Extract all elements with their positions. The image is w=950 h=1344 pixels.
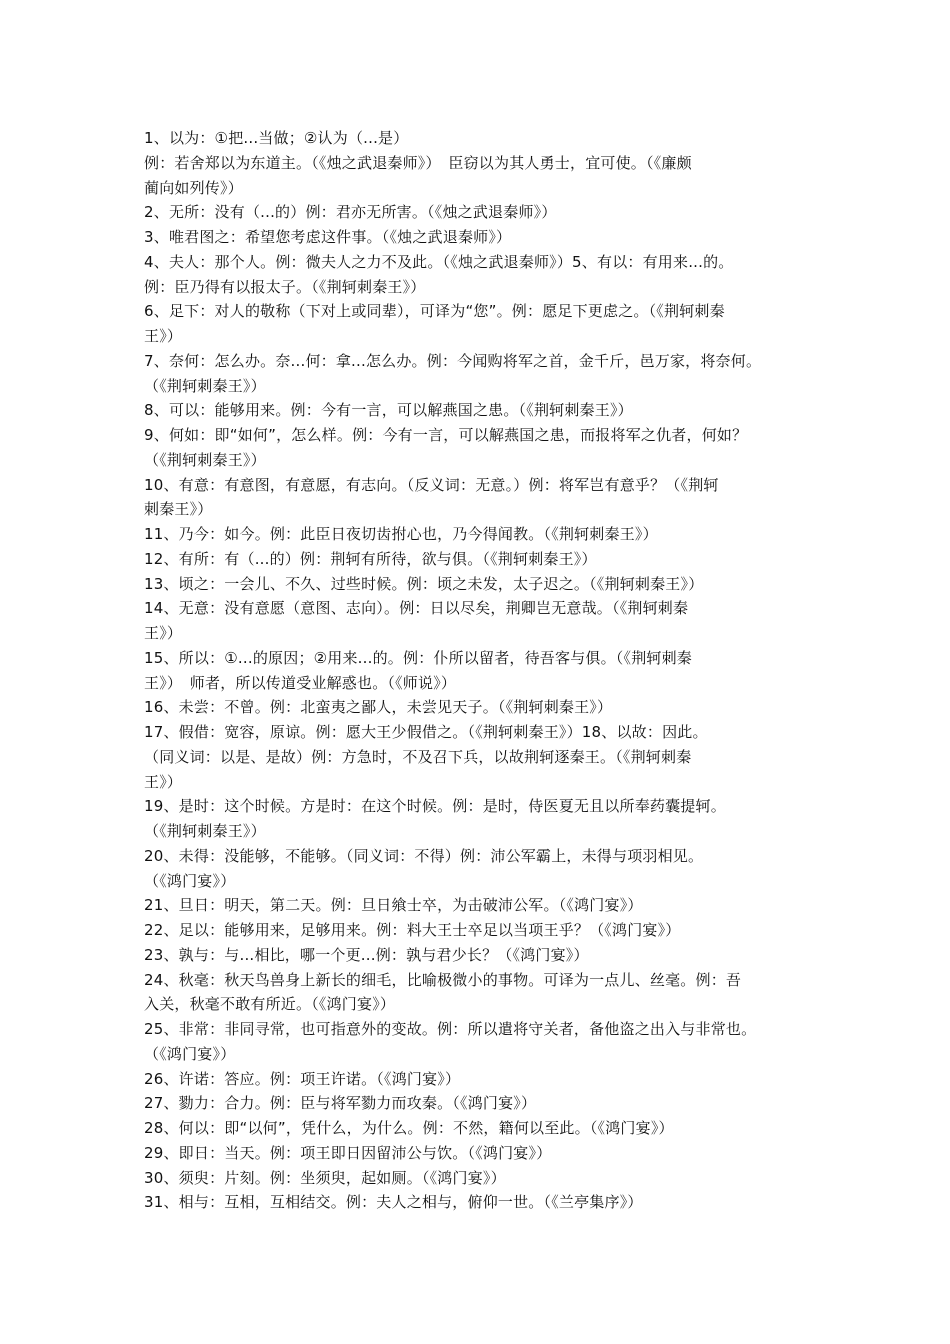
text-line: （《荆轲刺秦王》） (144, 450, 266, 469)
text-line: （《鸿门宴》） (144, 1044, 236, 1063)
text-line: （《鸿门宴》） (144, 871, 236, 890)
text-line: 19、是时：这个时候。方是时：在这个时候。例：是时，侍医夏无且以所奉药囊提轲。 (144, 797, 726, 816)
text-line: 12、有所：有（...的）例：荆轲有所待，欲与俱。（《荆轲刺秦王》） (144, 549, 597, 568)
text-line: 9、何如：即“如何”，怎么样。例：今有一言，可以解燕国之患，而报将军之仇者，何如？ (144, 426, 748, 444)
text-line: 31、相与：互相，互相结交。例：夫人之相与，俯仰一世。（《兰亭集序》） (144, 1193, 643, 1212)
text-line: 6、足下：对人的敬称（下对上或同辈），可译为“您”。例：愿足下更虑之。（《荆轲刺秦 (144, 302, 725, 321)
text-line: 王》） (144, 327, 183, 345)
text-line: 8、可以：能够用来。例：今有一言，可以解燕国之患。（《荆轲刺秦王》） (144, 401, 633, 420)
text-line: 15、所以：①...的原因；②用来...的。例：仆所以留者，待吾客与俱。（《荆轲刺秦 (144, 648, 692, 667)
text-line: 4、夫人：那个人。例：微夫人之力不及此。（《烛之武退秦师》）5、有以：有用来...的。 (144, 252, 734, 271)
text-line: 21、旦日：明天，第二天。例：旦日飨士卒，为击破沛公军。（《鸿门宴》） (144, 896, 643, 915)
text-line: （同义词：以是、是故）例：方急时，不及召下兵，以故荆轲逐秦王。（《荆轲刺秦 (144, 747, 692, 766)
text-line: 24、秋毫：秋天鸟兽身上新长的细毛，比喻极微小的事物。可译为一点儿、丝毫。例：吾 (144, 970, 742, 989)
text-line: （《荆轲刺秦王》） (144, 822, 266, 840)
text-line: 蔺向如列传》） (144, 178, 243, 197)
text-line: 14、无意：没有意愿（意图、志向）。例：日以尽矣，荆卿岂无意哉。（《荆轲刺秦 (144, 599, 689, 618)
text-line: 2、无所：没有（...的）例：君亦无所害。（《烛之武退秦师》） (144, 203, 557, 222)
document-body (144, 126, 820, 1215)
text-line: 13、顷之：一会儿、不久、过些时候。例：顷之未发，太子迟之。（《荆轲刺秦王》） (144, 574, 704, 593)
text-line: 例：若舍郑以为东道主。（《烛之武退秦师》） 臣窃以为其人勇士，宜可使。（《廉颇 (144, 153, 692, 172)
text-line: 王》） (144, 772, 183, 791)
text-line: 7、奈何：怎么办。奈...何：拿...怎么办。例：今闻购将军之首，金千斤，邑万家，将奈何。 (144, 351, 762, 370)
text-line: 王》） (144, 624, 183, 642)
text-line: 29、即日：当天。例：项王即日因留沛公与饮。（《鸿门宴》） (144, 1143, 552, 1162)
text-line: （《荆轲刺秦王》） (144, 376, 266, 395)
text-line: 30、须臾：片刻。例：坐须臾，起如厕。（《鸿门宴》） (144, 1168, 506, 1187)
text-line: 17、假借：宽容，原谅。例：愿大王少假借之。（《荆轲刺秦王》）18、以故：因此。 (144, 723, 708, 741)
text-line: 23、孰与：与...相比，哪一个更...例：孰与君少长？（《鸿门宴》） (144, 945, 589, 964)
text-line: 26、许诺：答应。例：项王许诺。（《鸿门宴》） (144, 1069, 461, 1088)
text-line: 刺秦王》） (144, 500, 213, 519)
text-line: 25、非常：非同寻常，也可指意外的变故。例：所以遣将守关者，备他盗之出入与非常也。 (144, 1020, 757, 1038)
text-line: 16、未尝：不曾。例：北蛮夷之鄙人，未尝见天子。（《荆轲刺秦王》） (144, 698, 613, 717)
text-line: 28、何以：即“以何”，凭什么，为什么。例：不然，籍何以至此。（《鸿门宴》） (144, 1119, 674, 1137)
text-line: 10、有意：有意图，有意愿，有志向。（反义词：无意。）例：将军岂有意乎？（《荆轲 (144, 475, 719, 494)
text-line: 1、以为：①把...当做；②认为（...是） (144, 129, 409, 147)
text-line: 王》） 师者，所以传道受业解惑也。（《师说》） (144, 673, 457, 692)
text-line: 例：臣乃得有以报太子。（《荆轲刺秦王》） (144, 277, 426, 296)
text-line: 20、未得：没能够，不能够。（同义词：不得）例：沛公军霸上，未得与项羽相见。 (144, 846, 704, 865)
text-line: 22、足以：能够用来，足够用来。例：料大王士卒足以当项王乎？（《鸿门宴》） (144, 921, 681, 939)
text-line: 入关，秋毫不敢有所近。（《鸿门宴》） (144, 995, 396, 1014)
text-line: 3、唯君图之：希望您考虑这件事。（《烛之武退秦师》） (144, 228, 512, 246)
text-line: 27、勠力：合力。例：臣与将军勠力而攻秦。（《鸿门宴》） (144, 1094, 537, 1113)
text-line: 11、乃今：如今。例：此臣日夜切齿拊心也，乃今得闻教。（《荆轲刺秦王》） (144, 525, 658, 543)
